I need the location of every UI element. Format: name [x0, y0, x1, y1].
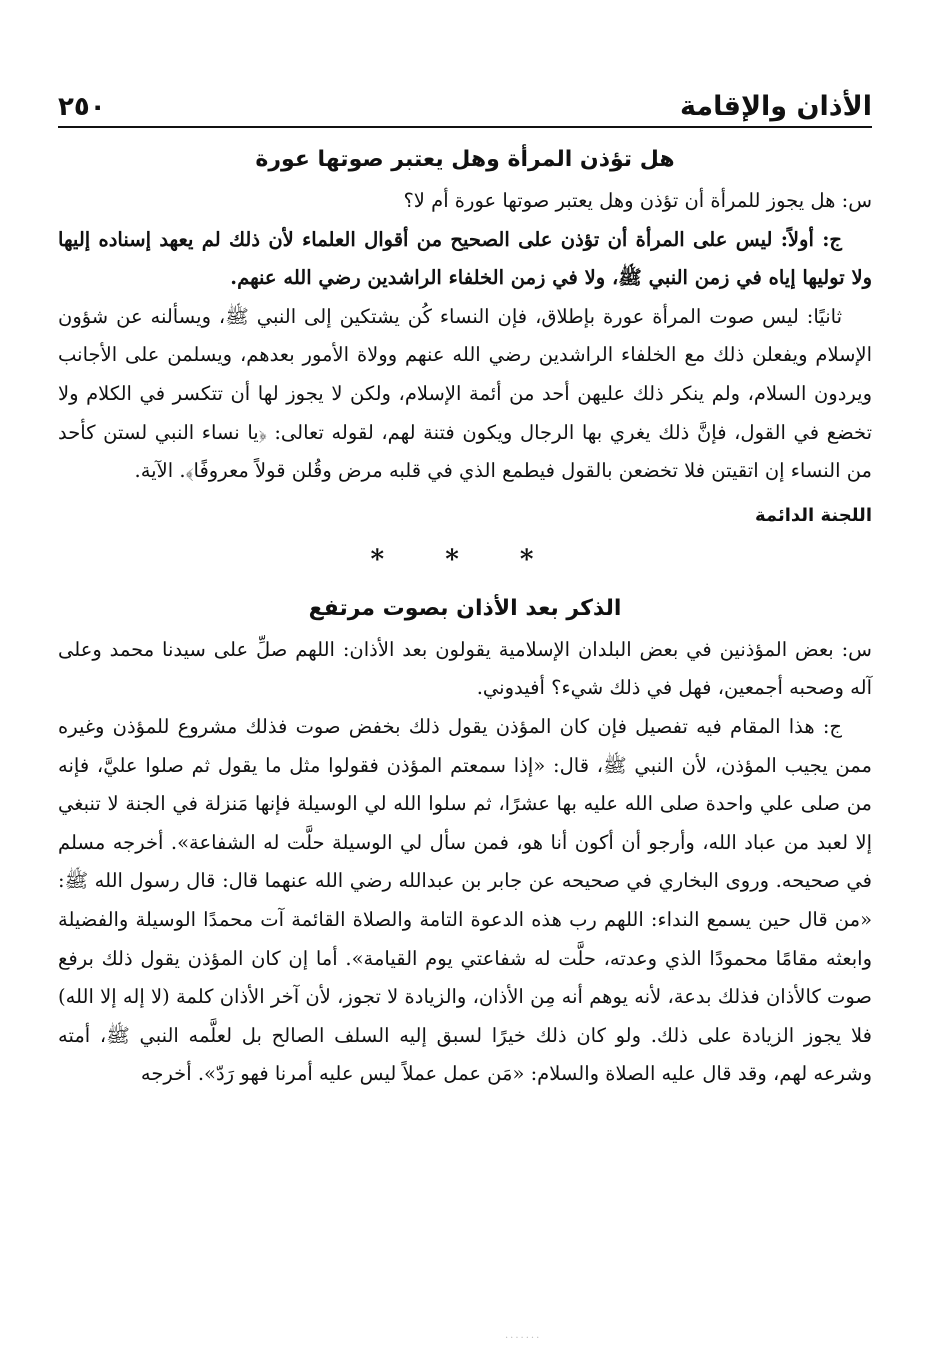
- fatwa-signature: اللجنة الدائمة: [754, 504, 872, 526]
- question-1: س: هل يجوز للمرأة أن تؤذن وهل يعتبر صوتها عورة أم لا؟: [403, 189, 872, 212]
- answer-2: ج: هذا المقام فيه تفصيل فإن كان المؤذن يقول ذلك بخفض صوت فذلك مشروع للمؤذن وغيره ممن يجيب المؤذن، لأن النبي ﷺ، قال: «إذا سمعتم المؤذن فقولوا مثل ما يقول ثم صلوا عليَّ، فإنه من صلى علي واحدة صلى الله عليه بها عشرًا، ثم سلوا الله لي الوسيلة فإنها مَنزلة في الجنة لا تنبغي إلا لعبد من عباد الله، وأرجو أن أكون أنا هو، فمن سأل لي الوسيلة حلَّت له الشفاعة». أخرجه مسلم في صحيحه. وروى البخاري في صحيحه عن جابر بن عبدالله رضي الله عنهما قال: قال رسول الله ﷺ: «من قال حين يسمع النداء: اللهم رب هذه الدعوة التامة والصلاة القائمة آت محمدًا الوسيلة والفضيلة وابعثه مقامًا محمودًا الذي وعدته، حلَّت له شفاعتي يوم القيامة». أما إن كان المؤذن يقول ذلك برفع صوت كالأذان فذلك بدعة، لأنه يوهم أنه مِن الأذان، والزيادة لا تجوز، لأن آخر الأذان كلمة (لا إله إلا الله) فلا يجوز الزيادة على ذلك. ولو كان ذلك خيرًا لسبق إليه السلف الصالح بل لعلَّمه النبي ﷺ، أمته وشرعه لهم، وقد قال عليه الصلاة والسلام: «مَن عمل عملاً ليس عليه أمرنا فهو رَدّ». أخرجه: [58, 714, 872, 1086]
- document-page: [58, 86, 872, 1370]
- running-title: الأذان والإقامة: [680, 91, 872, 122]
- section-title-dhikr-after-adhan: الذكر بعد الأذان بصوت مرتفع: [308, 595, 622, 621]
- page-number: ٢٥٠: [58, 92, 106, 122]
- footer-mark: .......: [505, 1330, 542, 1341]
- section-title-woman-adhan: هل تؤذن المرأة وهل يعتبر صوتها عورة: [255, 147, 675, 172]
- question-2: س: بعض المؤذنين في بعض البلدان الإسلامية يقولون بعد الأذان: اللهم صلِّ على سيدنا محمد وعلى آله وصحبه أجمعين، فهل في ذلك شيء؟ أفيدوني.: [58, 637, 872, 700]
- section-separator: * * *: [370, 544, 560, 575]
- answer-1-part-2: ثانيًا: ليس صوت المرأة عورة بإطلاق، فإن النساء كُن يشتكين إلى النبي ﷺ، ويسألنه عن شؤون الإسلام ويفعلن ذلك مع الخلفاء الراشدين رضي الله عنهم وولاة الأمور بعدهم، ويسلمن على الأجانب ويردون السلام، ولم ينكر ذلك عليهن أحد من أئمة الإسلام، ولكن لا يجوز لها أن تتكسر في الكلام ولا تخضع في القول، فإنَّ ذلك يغري بها الرجال ويكون فتنة لهم، لقوله تعالى: ﴿يا نساء النبي لستن كأحد من النساء إن اتقيتن فلا تخضعن بالقول فيطمع الذي في قلبه مرض وقُلن قولاً معروفًا﴾. الآية.: [58, 304, 872, 483]
- answer-1-part-1: ج: أولاً: ليس على المرأة أن تؤذن على الصحيح من أقوال العلماء لأن ذلك لم يعهد إسناده إليها ولا توليها إياه في زمن النبي ﷺ، ولا في زمن الخلفاء الراشدين رضي الله عنهم.: [58, 227, 872, 290]
- running-header: [58, 86, 872, 128]
